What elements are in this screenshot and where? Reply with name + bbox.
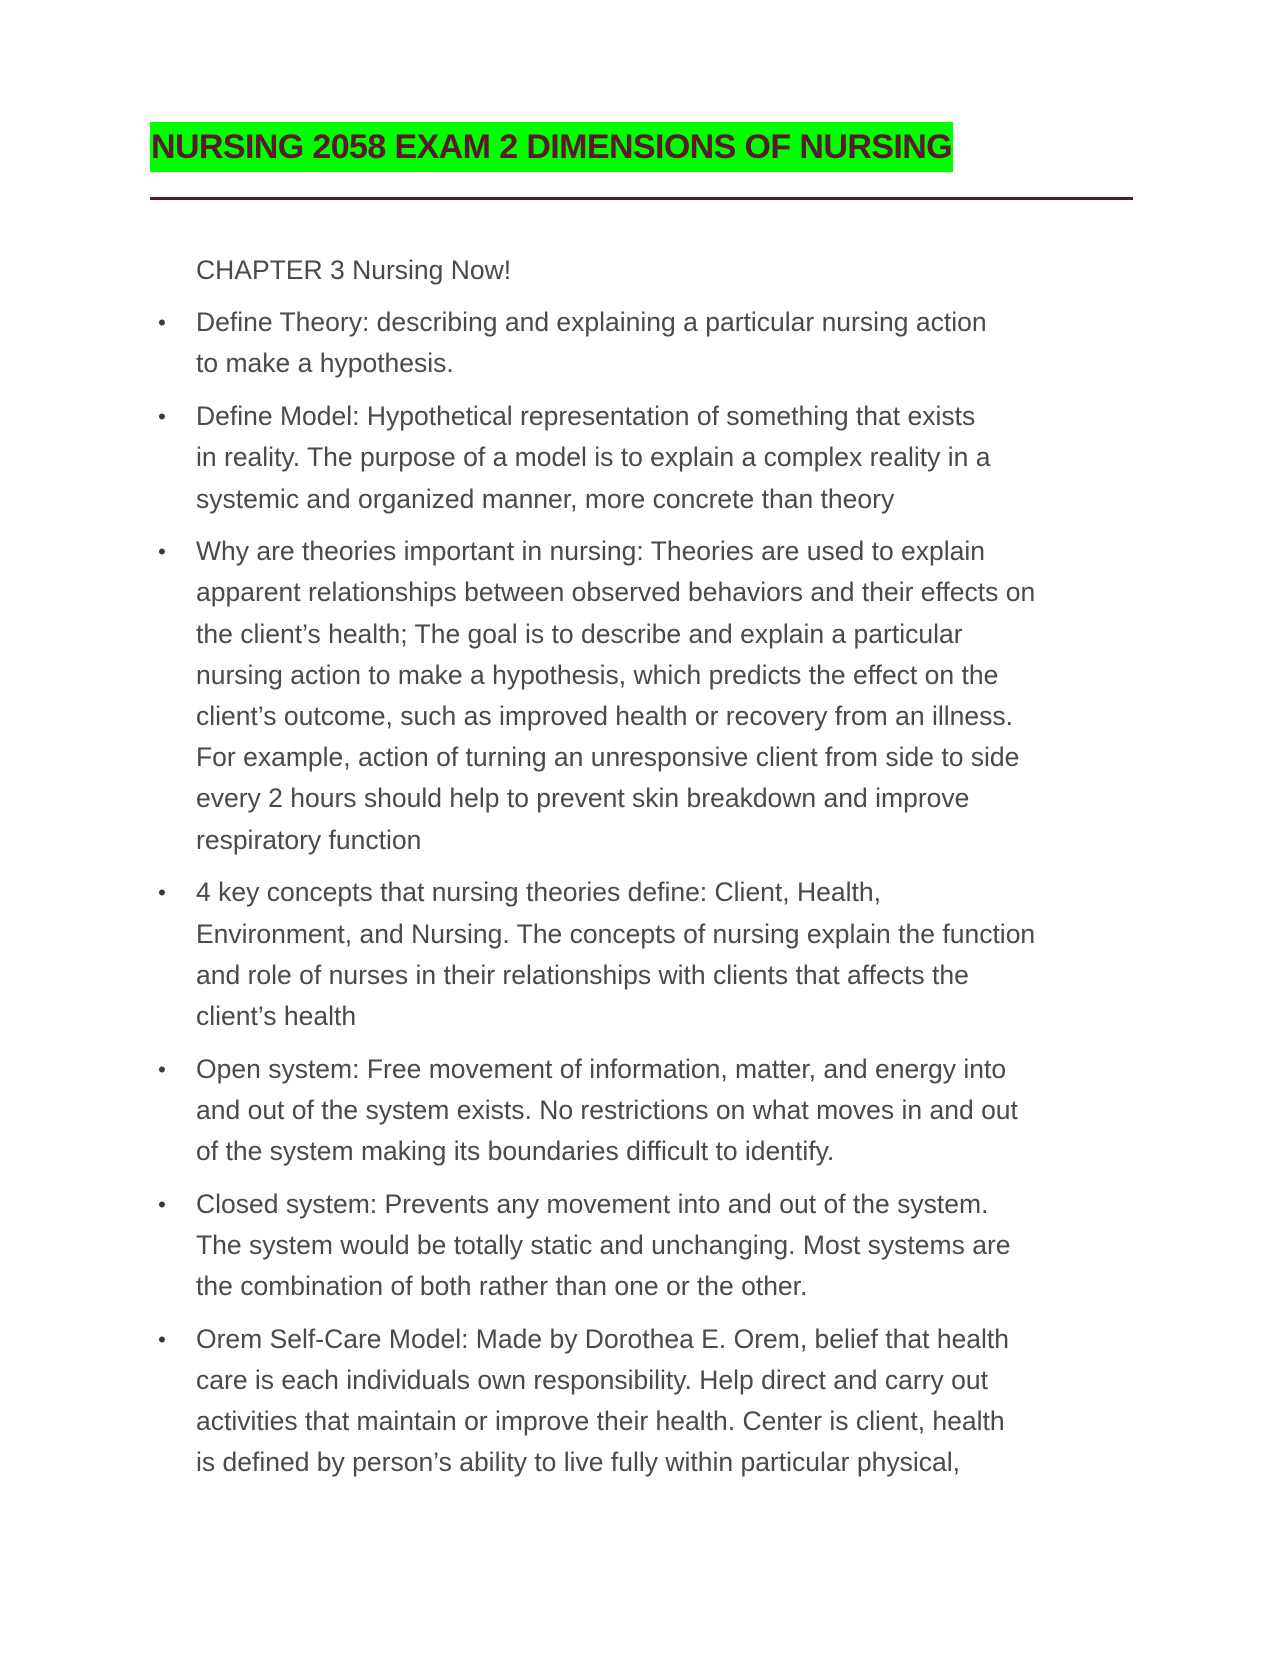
- bullet-text-line: nursing action to make a hypothesis, which predicts the effect on the: [196, 659, 999, 690]
- bullet-text-line: client’s health: [196, 1000, 357, 1031]
- document-body: [150, 250, 1140, 1495]
- bullet-dot-icon: •: [158, 1326, 166, 1352]
- bullet-text-line: the combination of both rather than one or the other.: [196, 1271, 808, 1302]
- bullet-text-line: and role of nurses in their relationships with clients that affects the: [196, 959, 969, 990]
- bullet-item: [150, 1319, 1140, 1484]
- bullet-text-line: 4 key concepts that nursing theories define: Client, Health,: [196, 877, 881, 908]
- bullet-dot-icon: •: [158, 539, 166, 565]
- bullet-list: [150, 302, 1140, 1483]
- title-block: [150, 122, 953, 174]
- title-underline-rule: [150, 197, 1133, 200]
- bullet-dot-icon: •: [158, 310, 166, 336]
- bullet-text-line: and out of the system exists. No restrictions on what moves in and out: [196, 1094, 1018, 1125]
- bullet-text-line: care is each individuals own responsibility. Help direct and carry out: [196, 1365, 988, 1396]
- bullet-text-line: The system would be totally static and unchanging. Most systems are: [196, 1229, 1011, 1260]
- bullet-text-line: systemic and organized manner, more concrete than theory: [196, 483, 895, 514]
- bullet-item: [150, 396, 1140, 520]
- document-title: NURSING 2058 EXAM 2 DIMENSIONS OF NURSING: [150, 122, 953, 172]
- bullet-text-line: For example, action of turning an unresponsive client from side to side: [196, 742, 1020, 773]
- chapter-heading: CHAPTER 3 Nursing Now!: [196, 255, 512, 285]
- bullet-text-line: Orem Self-Care Model: Made by Dorothea E. Orem, belief that health: [196, 1323, 1010, 1354]
- bullet-item: [150, 872, 1140, 1037]
- bullet-text-line: client’s outcome, such as improved health or recovery from an illness.: [196, 701, 1013, 732]
- bullet-item: [150, 1049, 1140, 1173]
- bullet-text-line: Why are theories important in nursing: Theories are used to explain: [196, 536, 986, 567]
- bullet-text-line: respiratory function: [196, 824, 422, 855]
- bullet-item: [150, 531, 1140, 861]
- bullet-text-line: to make a hypothesis.: [196, 348, 454, 379]
- bullet-text-line: Environment, and Nursing. The concepts of nursing explain the function: [196, 918, 1036, 949]
- bullet-text-line: the client’s health; The goal is to describe and explain a particular: [196, 618, 963, 649]
- bullet-text-line: Open system: Free movement of information, matter, and energy into: [196, 1053, 1007, 1084]
- bullet-text-line: Define Model: Hypothetical representation of something that exists: [196, 401, 976, 432]
- bullet-text-line: every 2 hours should help to prevent skin breakdown and improve: [196, 783, 970, 814]
- bullet-text-line: Define Theory: describing and explaining a particular nursing action: [196, 307, 987, 338]
- bullet-dot-icon: •: [158, 1056, 166, 1082]
- bullet-text-line: Closed system: Prevents any movement into and out of the system.: [196, 1188, 989, 1219]
- bullet-dot-icon: •: [158, 404, 166, 430]
- bullet-text-line: of the system making its boundaries difficult to identify.: [196, 1136, 835, 1167]
- bullet-text-line: is defined by person’s ability to live fully within particular physical,: [196, 1447, 960, 1478]
- bullet-item: [150, 302, 1140, 384]
- bullet-dot-icon: •: [158, 880, 166, 906]
- bullet-text-line: activities that maintain or improve their health. Center is client, health: [196, 1406, 1005, 1437]
- bullet-item: [150, 1184, 1140, 1308]
- bullet-text-line: in reality. The purpose of a model is to explain a complex reality in a: [196, 442, 991, 473]
- bullet-text-line: apparent relationships between observed behaviors and their effects on: [196, 577, 1036, 608]
- bullet-dot-icon: •: [158, 1191, 166, 1217]
